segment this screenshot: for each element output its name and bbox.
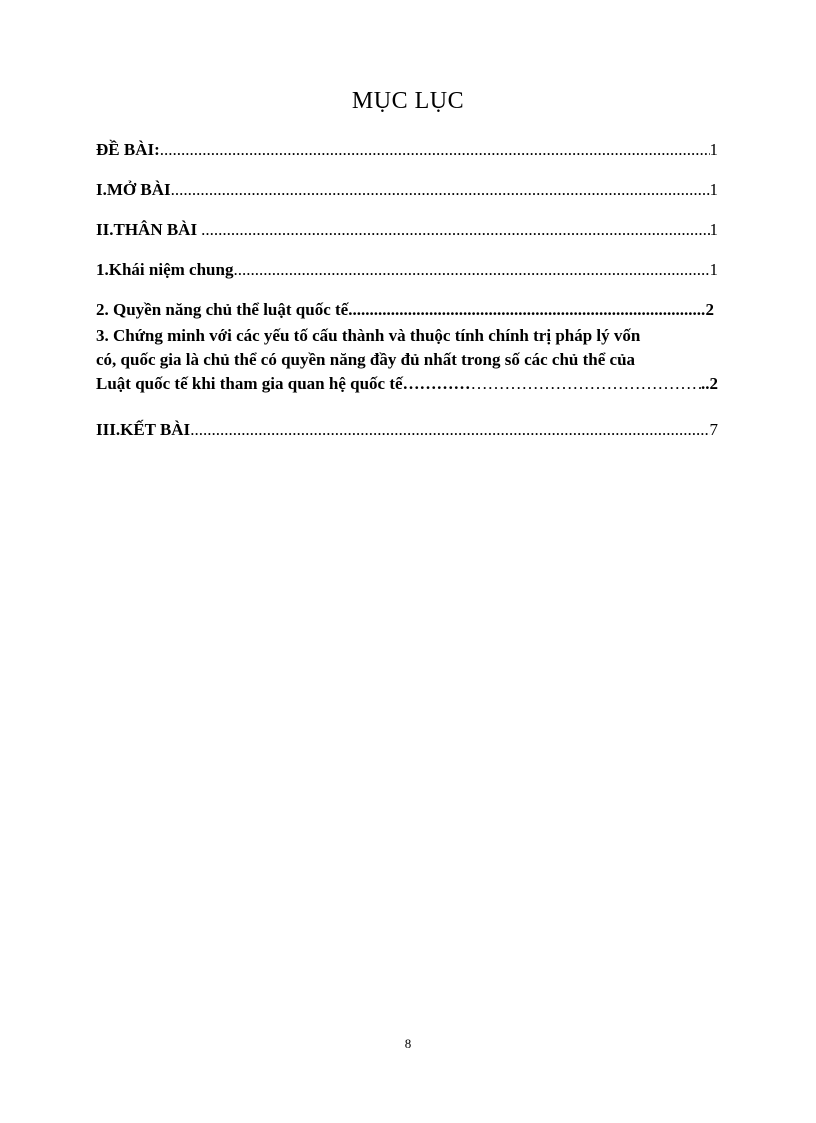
toc-entry-label: II.THÂN BÀI [96,220,198,239]
page-title: MỤC LỤC [351,88,465,114]
toc-entry-label-line-1: 3. Chứng minh với các yếu tố cấu thành và thuộc tính chính trị pháp lý vốn [96,326,641,345]
toc-entry-label: Luật quốc tế khi tham gia quan hệ quốc tế………… [96,374,471,393]
toc-entry-label-line-3 [96,372,718,396]
toc-entry-page: 7 [709,420,718,439]
toc-entry-page: 2 [705,300,714,319]
dot-leader [160,140,710,160]
toc-entry-label: III.KẾT BÀI [96,420,191,439]
toc-entry-page: 1 [709,180,718,199]
toc-entry-label: 1.Khái niệm chung [96,260,234,279]
toc-entry-page: 1 [709,260,718,279]
toc-entry-khai-niem-chung[interactable] [96,260,718,280]
dot-leader [190,420,709,440]
toc-entry-page: ..2 [701,374,718,393]
dot-leader [233,260,709,280]
toc-entry-than-bai[interactable] [96,220,718,240]
dot-leader [197,220,709,240]
toc-entry-quyen-nang[interactable] [96,300,714,320]
toc-entry-label: I.MỞ BÀI [96,180,171,199]
dot-leader [171,180,710,200]
toc-entry-chung-minh[interactable] [96,324,718,396]
toc-entry-page: 1 [709,220,718,239]
dot-leader [471,372,701,396]
dot-leader [348,300,705,320]
page-number: 8 [404,1036,412,1051]
toc-entry-de-bai[interactable] [96,140,718,160]
toc-entry-mo-bai[interactable] [96,180,718,200]
toc-entry-ket-bai[interactable] [96,420,718,440]
toc-entry-label-line-2: có, quốc gia là chủ thể có quyền năng đầy đủ nhất trong số các chủ thể của [96,350,636,369]
toc-entry-page: 1 [709,140,718,159]
toc-entry-label: 2. Quyền năng chủ thể luật quốc tế [96,300,349,319]
toc-entry-label: ĐỀ BÀI: [96,140,160,159]
